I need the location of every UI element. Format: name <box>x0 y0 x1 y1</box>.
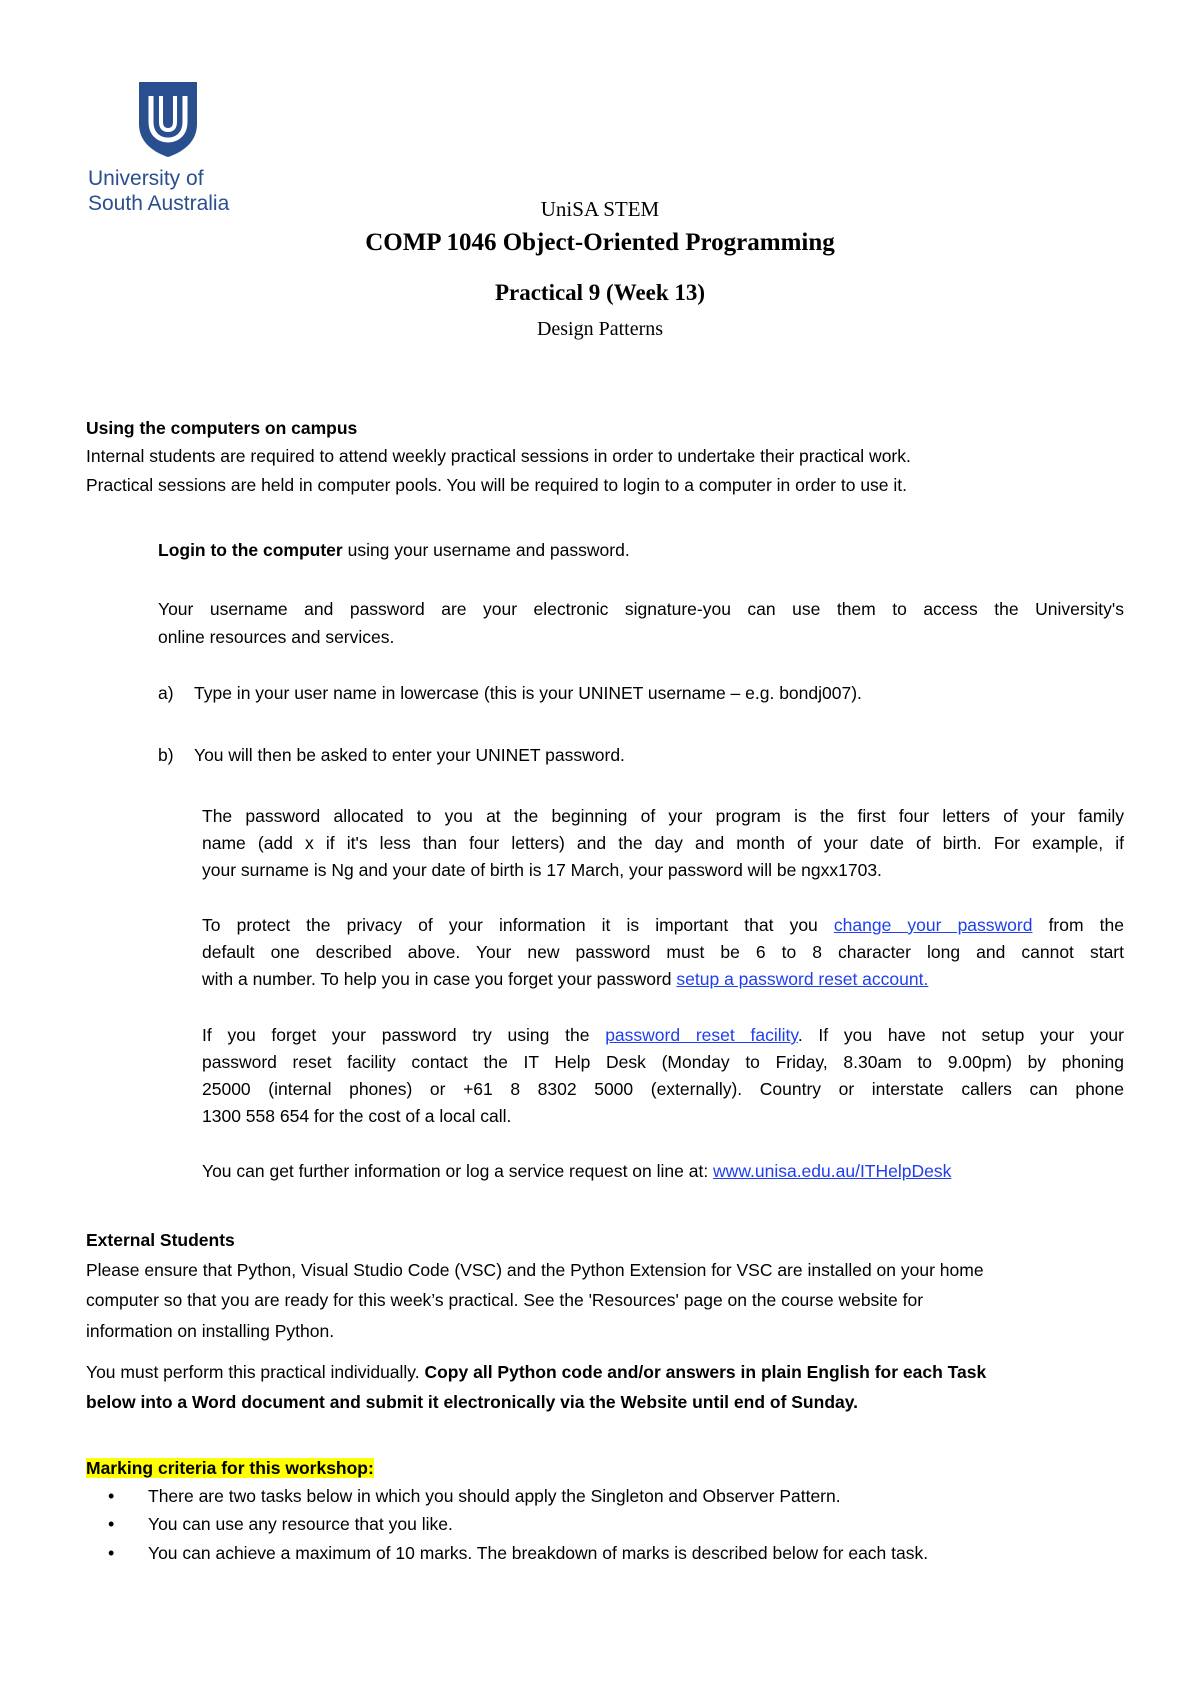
item-a-marker: a) <box>158 683 174 703</box>
password-line-1: The password allocated to you at the beginning of your program is the first four letters of your family <box>202 806 1124 826</box>
marking-bullet-2: You can use any resource that you like. <box>148 1514 453 1534</box>
marking-bullet-3: You can achieve a maximum of 10 marks. The breakdown of marks is described below for each task. <box>148 1543 929 1563</box>
privacy-line-2: default one described above. Your new password must be 6 to 8 character long and cannot start <box>202 942 1124 962</box>
external-line-4 <box>86 1361 986 1383</box>
external-line-4-plain: You must perform this practical individually. <box>86 1362 425 1382</box>
logo-line-1: University of <box>88 167 204 190</box>
login-paragraph <box>158 539 630 561</box>
setup-reset-account-link[interactable]: setup a password reset account. <box>676 969 929 989</box>
external-line-2: computer so that you are ready for this week’s practical. See the 'Resources' page on the course website for <box>86 1290 924 1310</box>
practical-title: Practical 9 (Week 13) <box>494 280 706 305</box>
logo-line-2: South Australia <box>88 192 230 215</box>
unisa-shield-icon <box>137 80 199 158</box>
marking-bullet-1: There are two tasks below in which you should apply the Singleton and Observer Pattern. <box>148 1486 841 1506</box>
login-bold: Login to the computer <box>158 540 343 560</box>
marking-heading-highlight: Marking criteria for this workshop: <box>86 1458 374 1478</box>
signature-line-1: Your username and password are your electronic signature-you can use them to access the University's <box>158 599 1124 619</box>
it-helpdesk-link[interactable]: www.unisa.edu.au/ITHelpDesk <box>713 1161 952 1181</box>
forgot-line-2: password reset facility contact the IT Help Desk (Monday to Friday, 8.30am to 9.00pm) by phoning <box>202 1052 1124 1072</box>
bullet-icon: • <box>108 1514 115 1534</box>
external-line-3: information on installing Python. <box>86 1321 335 1341</box>
forgot-line-1-pre: If you forget your password try using the <box>202 1025 606 1045</box>
campus-line-2: Practical sessions are held in computer pools. You will be required to login to a computer in order to use it. <box>86 475 908 495</box>
info-line-pre: You can get further information or log a service request on line at: <box>202 1161 714 1181</box>
privacy-line-1-pre: To protect the privacy of your information it is important that you <box>202 915 834 935</box>
password-line-3: your surname is Ng and your date of birth is 17 March, your password will be ngxx1703. <box>202 860 882 880</box>
password-line-2: name (add x if it's less than four letters) and the day and month of your date of birth. For example, if <box>202 833 1124 853</box>
university-logo <box>88 80 258 216</box>
school-name: UniSA STEM <box>540 197 660 221</box>
item-b-marker: b) <box>158 745 174 765</box>
item-a-text: Type in your user name in lowercase (this is your UNINET username – e.g. bondj007). <box>194 683 862 703</box>
forgot-line-1-post: . If you have not setup your your <box>797 1025 1124 1045</box>
forgot-line-4: 1300 558 654 for the cost of a local call. <box>202 1106 512 1126</box>
change-password-link[interactable]: change your password <box>833 915 1033 935</box>
bullet-icon: • <box>108 1486 115 1506</box>
marking-heading <box>86 1457 374 1479</box>
signature-line-2: online resources and services. <box>158 627 395 647</box>
course-title: COMP 1046 Object-Oriented Programming <box>365 229 835 256</box>
external-line-5: below into a Word document and submit it electronically via the Website until end of Sunday. <box>86 1392 859 1412</box>
password-reset-facility-link[interactable]: password reset facility <box>605 1025 798 1045</box>
privacy-line-3-pre: with a number. To help you in case you forget your password <box>202 969 677 989</box>
item-b-text: You will then be asked to enter your UNINET password. <box>194 745 625 765</box>
external-heading: External Students <box>86 1230 235 1250</box>
campus-line-1: Internal students are required to attend weekly practical sessions in order to undertake their practical work. <box>86 446 911 466</box>
bullet-icon: • <box>108 1543 115 1563</box>
privacy-line-3 <box>202 968 928 990</box>
forgot-line-1 <box>202 1024 1124 1046</box>
privacy-line-1 <box>202 914 1124 936</box>
info-line <box>202 1160 951 1182</box>
campus-heading: Using the computers on campus <box>86 418 358 438</box>
forgot-line-3: 25000 (internal phones) or +61 8 8302 5000 (externally). Country or interstate callers can phone <box>202 1079 1124 1099</box>
external-line-1: Please ensure that Python, Visual Studio Code (VSC) and the Python Extension for VSC are installed on your home <box>86 1260 984 1280</box>
login-rest: using your username and password. <box>342 540 630 560</box>
external-line-4-bold: Copy all Python code and/or answers in plain English for each Task <box>424 1362 987 1382</box>
privacy-line-1-post: from the <box>1032 915 1124 935</box>
topic-title: Design Patterns <box>536 318 664 340</box>
